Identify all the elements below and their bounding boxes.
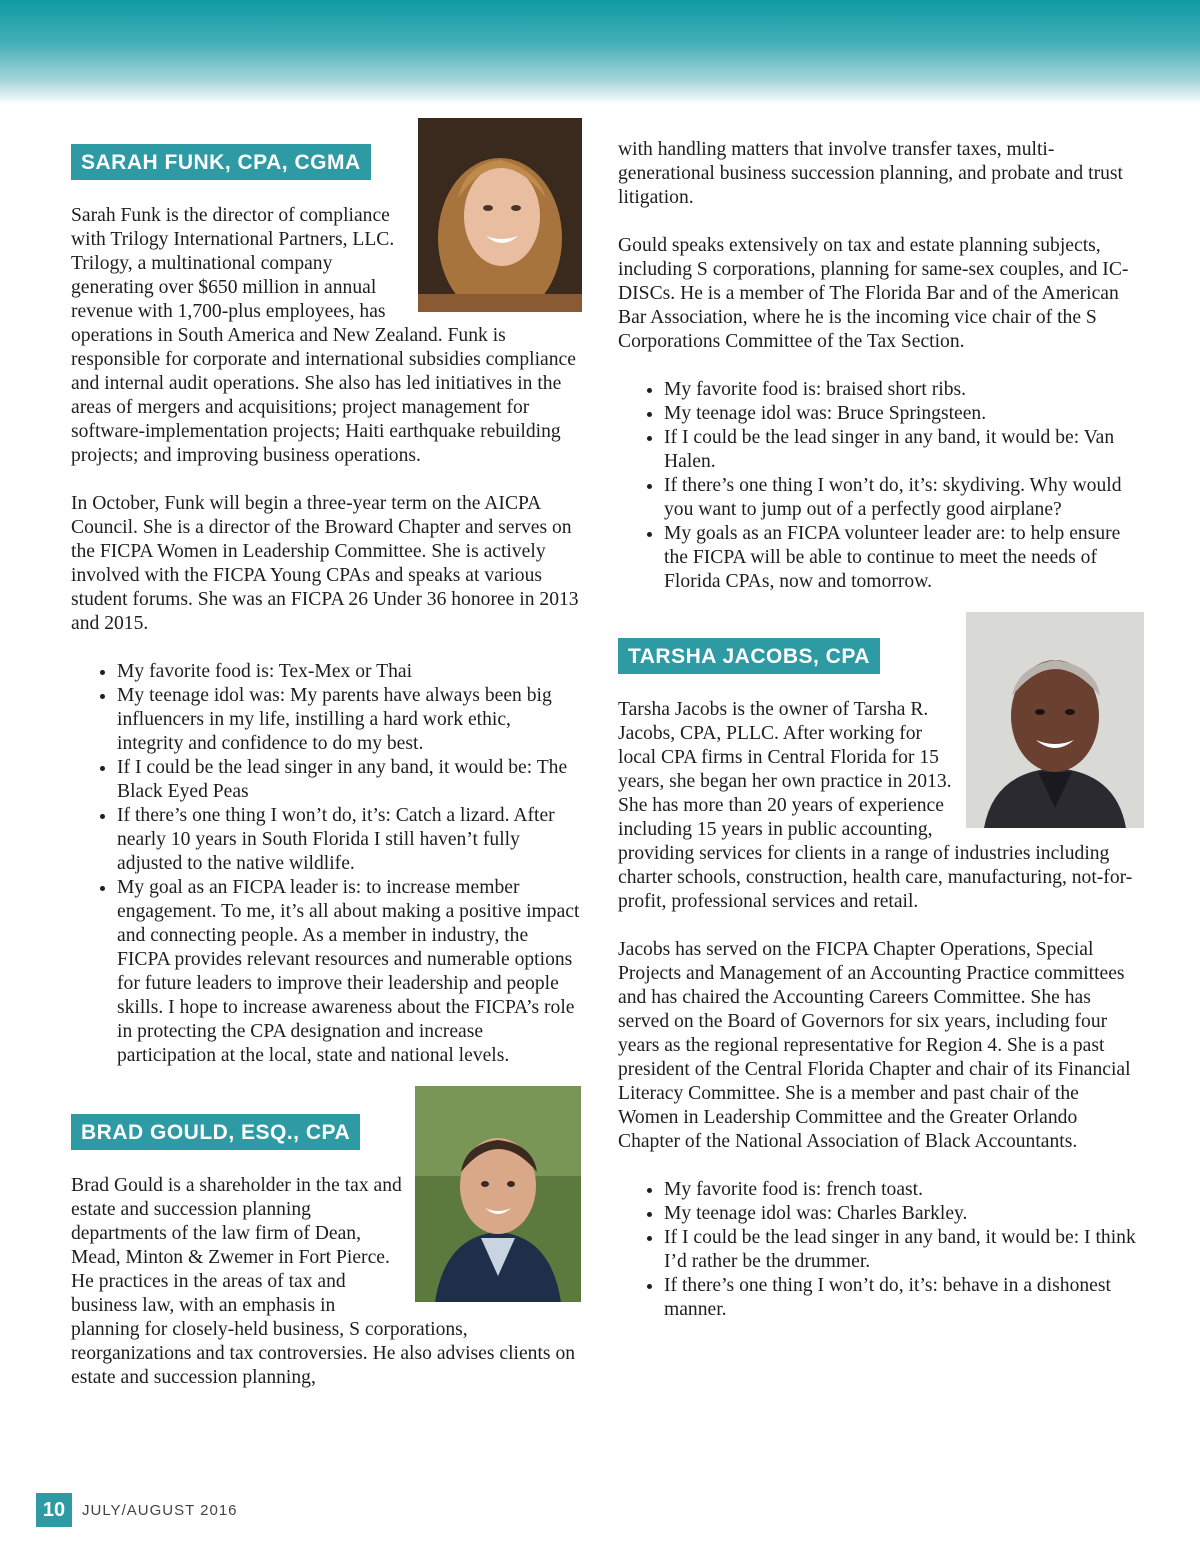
brad-gould-heading: BRAD GOULD, ESQ., CPA: [71, 1114, 360, 1150]
header-band: [0, 0, 1200, 104]
sarah-funk-bio-1: Sarah Funk is the director of compliance with Trilogy International Partners, LLC. Trilogy, a multinational company generating over $650 million in annual revenue with 1,700-plus employees, has operations in South America and New Zealand. Funk is responsible for corporate and international subsidies compliance and internal audit operations. She also has led initiatives in the areas of mergers and acquisitions; project management for software-implementation projects; Haiti earthquake rebuilding projects; and improving business operations.: [71, 205, 576, 466]
brad-gould-photo: [415, 1086, 581, 1302]
profile-tarsha-jacobs: [618, 638, 1143, 1322]
sarah-funk-facts: [71, 660, 581, 1068]
list-item: • If I could be the lead singer in any band, it would be: The Black Eyed Peas: [117, 756, 581, 804]
brad-gould-bio-3: Gould speaks extensively on tax and estate planning subjects, including S corporations, planning for same-sex couples, and IC-DISCs. He is a member of The Florida Bar and of the American Bar Association, where he is the incoming vice chair of the S Corporations Committee of the Tax Section.: [618, 235, 1129, 352]
tarsha-jacobs-photo: [966, 612, 1144, 828]
list-item: • My teenage idol was: Charles Barkley.: [664, 1202, 1143, 1226]
list-item: • My teenage idol was: Bruce Springsteen.: [664, 402, 1143, 426]
list-item: • If there’s one thing I won’t do, it’s: skydiving. Why would you want to jump out of a perfectly good airplane?: [664, 474, 1143, 522]
portrait-icon: [966, 612, 1144, 828]
tarsha-jacobs-facts: [618, 1178, 1143, 1322]
list-item: • My favorite food is: Tex-Mex or Thai: [117, 660, 581, 684]
brad-gould-bio-1: Brad Gould is a shareholder in the tax and estate and succession planning departments of the law firm of Dean, Mead, Minton & Zwemer in Fort Pierce. He practices in the areas of tax and business law, with an emphasis in planning for closely-held business, S corporations, reorganizations and tax controversies. He also advises clients on estate and succession planning,: [71, 1175, 576, 1388]
portrait-icon: [415, 1086, 581, 1302]
list-item: • My favorite food is: braised short ribs.: [664, 378, 1143, 402]
list-item: • My goals as an FICPA volunteer leader are: to help ensure the FICPA will be able to continue to meet the needs of Florida CPAs, now and tomorrow.: [664, 522, 1143, 594]
list-item: • My favorite food is: french toast.: [664, 1178, 1143, 1202]
tarsha-jacobs-bio-2: Jacobs has served on the FICPA Chapter Operations, Special Projects and Management of an Accounting Practice committees and has chaired the Accounting Careers Committee. She has served on the Board of Governors for six years, including four years as the regional representative for Region 4. She is a past president of the Central Florida Chapter and chair of its Financial Literacy Committee. She is a member and past chair of the Women in Leadership Committee and the Greater Orlando Chapter of the National Association of Black Accountants.: [618, 939, 1131, 1152]
sarah-funk-bio-2: In October, Funk will begin a three-year term on the AICPA Council. She is a director of the Broward Chapter and serves on the FICPA Women in Leadership Committee. She is actively involved with the FICPA Young CPAs and speaks at various student forums. She was an FICPA 26 Under 36 honoree in 2013 and 2015.: [71, 493, 579, 634]
brad-gould-facts: [618, 378, 1143, 594]
brad-gould-bio-2: with handling matters that involve transfer taxes, multi-generational business succession planning, and probate and trust litigation.: [618, 139, 1123, 208]
page-number: 10: [36, 1493, 72, 1527]
right-column: [618, 138, 1143, 1346]
profile-sarah-funk: [71, 138, 581, 1068]
tarsha-jacobs-bio-1: Tarsha Jacobs is the owner of Tarsha R. Jacobs, CPA, PLLC. After working for local CPA firms in Central Florida for 15 years, she began her own practice in 2013. She has more than 20 years of experience including 15 years in public accounting, providing services for clients in a range of industries including charter schools, construction, health care, manufacturing, not-for-profit, professional services and retail.: [618, 699, 1133, 912]
left-column: [71, 138, 581, 1414]
list-item: • My goal as an FICPA leader is: to increase member engagement. To me, it’s all about making a positive impact and connecting people. As a member in industry, the FICPA provides relevant resources and numerable options for future leaders to improve their leadership and people skills. I hope to increase awareness about the FICPA’s role in protecting the CPA designation and increase participation at the local, state and national levels.: [117, 876, 581, 1068]
tarsha-jacobs-heading: TARSHA JACOBS, CPA: [618, 638, 880, 674]
profile-brad-gould: [71, 1114, 581, 1390]
issue-date: JULY/AUGUST 2016: [82, 1502, 238, 1519]
sarah-funk-heading: SARAH FUNK, CPA, CGMA: [71, 144, 371, 180]
list-item: • If there’s one thing I won’t do, it’s: behave in a dishonest manner.: [664, 1274, 1143, 1322]
portrait-icon: [418, 118, 582, 312]
sarah-funk-photo: [418, 118, 582, 312]
list-item: • If I could be the lead singer in any band, it would be: Van Halen.: [664, 426, 1143, 474]
list-item: • If there’s one thing I won’t do, it’s: Catch a lizard. After nearly 10 years in South Florida I still haven’t fully adjusted to the native wildlife.: [117, 804, 581, 876]
list-item: • If I could be the lead singer in any band, it would be: I think I’d rather be the drummer.: [664, 1226, 1143, 1274]
list-item: • My teenage idol was: My parents have always been big influencers in my life, instilling a hard work ethic, integrity and confidence to do my best.: [117, 684, 581, 756]
